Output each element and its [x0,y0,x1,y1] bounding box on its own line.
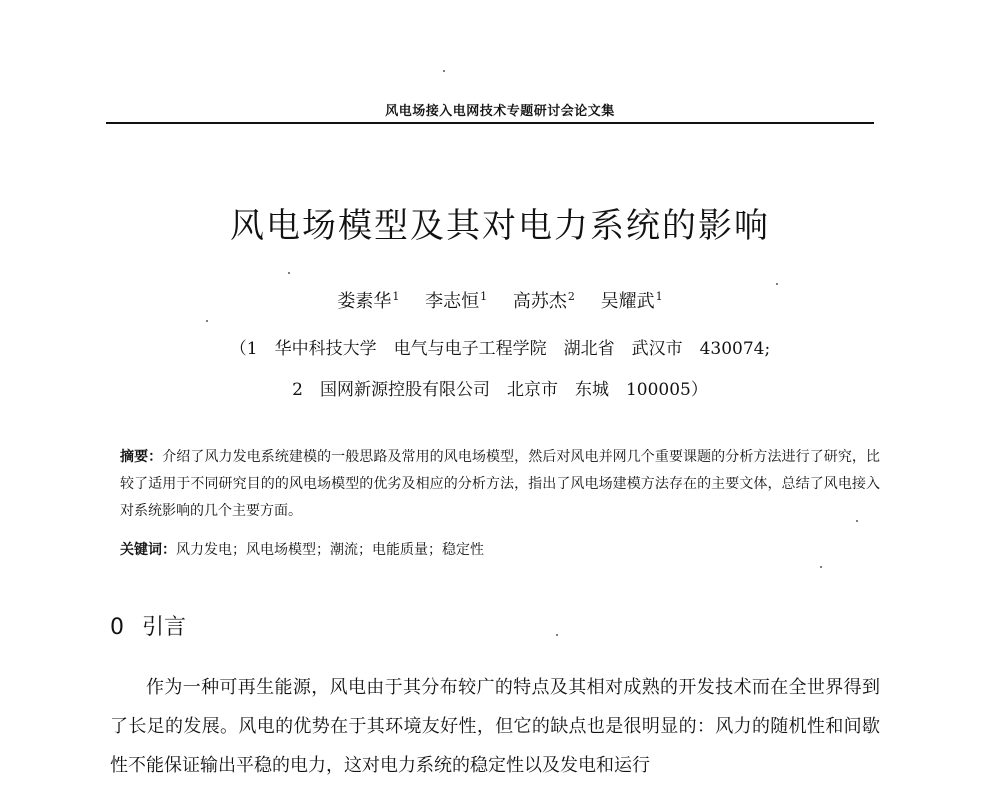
header-rule [106,122,874,124]
author [337,287,399,313]
scan-speck [288,272,290,274]
paper-title: 风电场模型及其对电力系统的影响 [230,206,770,246]
affiliation-line-1: （1 华中科技大学 电气与电子工程学院 湖北省 武汉市 430074; [229,339,771,359]
author-affil-mark: 2 [567,290,575,303]
author-affil-mark: 1 [392,290,400,303]
scan-speck [206,320,208,322]
scan-speck [556,634,558,636]
affiliation-line-2: 2 国网新源控股有限公司 北京市 东城 100005） [292,380,708,400]
author-name: 李志恒 [425,291,480,312]
author-name: 高苏杰 [512,291,567,312]
author-affil-mark: 1 [480,290,488,303]
scan-speck [856,520,858,522]
section-title: 引言 [142,615,187,640]
keywords-text: 风力发电；风电场模型；潮流；电能质量；稳定性 [176,542,484,558]
author-name: 吴耀武 [600,291,655,312]
author [513,287,575,313]
section-number: 0 [110,615,124,640]
author [601,287,663,313]
running-header: 风电场接入电网技术专题研讨会论文集 [385,104,615,119]
keywords [120,539,880,559]
scan-speck [776,283,778,285]
author-name: 娄素华 [337,291,392,312]
body-paragraph: 作为一种可再生能源，风电由于其分布较广的特点及其相对成熟的开发技术而在全世界得到了长足的发展。风电的优势在于其环境友好性，但它的缺点也是很明显的：风力的随机性和间歇性不能保证输出平稳的电力，这对电力系统的稳定性以及发电和运行 [110,677,880,776]
section-heading [110,610,186,641]
author-affil-mark: 1 [655,290,663,303]
abstract-text: 介绍了风力发电系统建模的一般思路及常用的风电场模型，然后对风电并网几个重要课题的分析方法进行了研究，比较了适用于不同研究目的的风电场模型的优劣及相应的分析方法，指出了风电场建模方法存在的主要文体，总结了风电接入对系统影响的几个主要方面。 [120,449,881,519]
keywords-label: 关键词： [120,542,176,558]
author-list [0,287,1000,313]
abstract-label: 摘要： [120,449,163,465]
scan-speck [443,70,445,72]
author [425,287,487,313]
scan-speck [820,566,822,568]
abstract [120,444,880,525]
